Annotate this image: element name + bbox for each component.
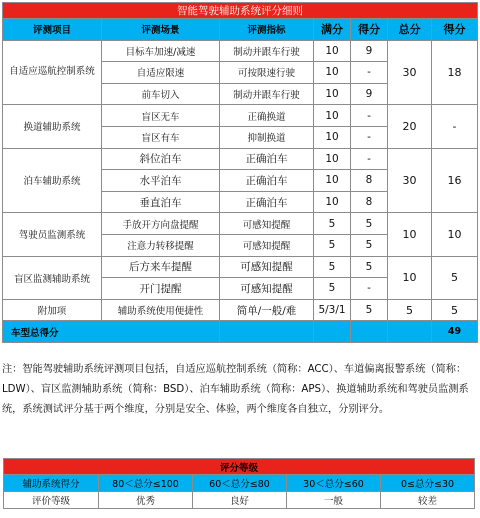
full-cell: 10 [314, 191, 351, 213]
score-cell: - [351, 105, 388, 127]
group-name: 自适应巡航控制系统 [3, 40, 102, 105]
full-cell: 5/3/1 [314, 299, 351, 321]
score-cell: 9 [351, 83, 388, 105]
full-cell: 5 [314, 234, 351, 256]
grade-level: 良好 [193, 492, 287, 509]
table-row [3, 299, 478, 321]
metric-cell: 正确换道 [220, 105, 314, 127]
metric-cell: 正确泊车 [220, 148, 314, 170]
score-cell: 9 [351, 40, 388, 62]
total-value: 49 [432, 321, 478, 343]
metric-cell: 制动并跟车行驶 [220, 83, 314, 105]
group-got: 10 [432, 213, 478, 256]
group-got: 5 [432, 299, 478, 321]
grade-level: 较差 [381, 492, 475, 509]
table-row [3, 213, 478, 235]
scene-cell: 开门提醒 [102, 278, 220, 300]
scene-cell: 水平泊车 [102, 170, 220, 192]
grade-range: 60＜总分≤80 [193, 475, 287, 492]
scene-cell: 垂直泊车 [102, 191, 220, 213]
group-got: 5 [432, 256, 478, 299]
scene-cell: 斜位泊车 [102, 148, 220, 170]
full-cell: 5 [314, 256, 351, 278]
scene-cell: 盲区有车 [102, 126, 220, 148]
group-got: 16 [432, 148, 478, 213]
grade-level: 优秀 [99, 492, 193, 509]
total-label: 车型总得分 [3, 321, 220, 343]
scene-cell: 后方来车提醒 [102, 256, 220, 278]
score-cell: 8 [351, 170, 388, 192]
scene-cell: 盲区无车 [102, 105, 220, 127]
group-name: 换道辅助系统 [3, 105, 102, 148]
group-total: 30 [388, 148, 432, 213]
total-spacer [220, 321, 314, 343]
scene-cell: 前车切入 [102, 83, 220, 105]
grade-level: 一般 [287, 492, 381, 509]
score-cell: - [351, 62, 388, 84]
full-cell: 10 [314, 170, 351, 192]
grade-range: 30＜总分≤60 [287, 475, 381, 492]
total-spacer [351, 321, 388, 343]
group-got: 18 [432, 40, 478, 105]
group-total: 30 [388, 40, 432, 105]
header-full: 满分 [314, 19, 351, 41]
score-cell: - [351, 148, 388, 170]
full-cell: 5 [314, 213, 351, 235]
grade-range: 0≤总分≤30 [381, 475, 475, 492]
full-cell: 10 [314, 40, 351, 62]
group-name: 泊车辅助系统 [3, 148, 102, 213]
scene-cell: 目标车加速/减速 [102, 40, 220, 62]
total-spacer [314, 321, 351, 343]
group-name: 附加项 [3, 299, 102, 321]
group-total: 5 [388, 299, 432, 321]
header-metric: 评测指标 [220, 19, 314, 41]
metric-cell: 简单/一般/难 [220, 299, 314, 321]
total-row [3, 321, 478, 343]
grade-level-row [4, 492, 475, 509]
header-project: 评测项目 [3, 19, 102, 41]
group-name: 驾驶员监测系统 [3, 213, 102, 256]
scene-cell: 注意力转移提醒 [102, 234, 220, 256]
header-scene: 评测场景 [102, 19, 220, 41]
header-got: 得分 [432, 19, 478, 41]
scoring-table [2, 2, 478, 343]
grade-range-row [4, 475, 475, 492]
group-name: 盲区监测辅助系统 [3, 256, 102, 299]
metric-cell: 可感知提醒 [220, 278, 314, 300]
scene-cell: 手放开方向盘提醒 [102, 213, 220, 235]
group-total: 10 [388, 256, 432, 299]
score-cell: - [351, 126, 388, 148]
header-score: 得分 [351, 19, 388, 41]
full-cell: 5 [314, 278, 351, 300]
full-cell: 10 [314, 126, 351, 148]
group-got: - [432, 105, 478, 148]
metric-cell: 可按限速行驶 [220, 62, 314, 84]
group-total: 20 [388, 105, 432, 148]
footnote-text: 注：智能驾驶辅助系统评测项目包括，自适应巡航控制系统（简称：ACC）、车道偏离报警系统（简称：LDW）、盲区监测辅助系统（简称：BSD）、泊车辅助系统（简称：APS）、换道辅助系统和驾驶员监测系统，系统测试评分基于两个维度，分别是安全、体验，两个维度各自独立，分别评分。 [2, 364, 469, 415]
grade-table [3, 458, 475, 509]
full-cell: 10 [314, 105, 351, 127]
full-cell: 10 [314, 148, 351, 170]
table-row [3, 148, 478, 170]
grade-title: 评分等级 [4, 459, 475, 475]
table-row [3, 40, 478, 62]
header-total: 总分 [388, 19, 432, 41]
scene-cell: 辅助系统使用便捷性 [102, 299, 220, 321]
table-row [3, 256, 478, 278]
table-title: 智能驾驶辅助系统评分细则 [3, 3, 478, 19]
score-cell: 5 [351, 213, 388, 235]
metric-cell: 正确泊车 [220, 191, 314, 213]
table-row [3, 105, 478, 127]
full-cell: 10 [314, 62, 351, 84]
grade-range: 80＜总分≤100 [99, 475, 193, 492]
grade-level-label: 评价等级 [4, 492, 99, 509]
metric-cell: 可感知提醒 [220, 256, 314, 278]
score-cell: 5 [351, 256, 388, 278]
metric-cell: 可感知提醒 [220, 213, 314, 235]
metric-cell: 抑制换道 [220, 126, 314, 148]
group-total: 10 [388, 213, 432, 256]
metric-cell: 制动并跟车行驶 [220, 40, 314, 62]
scene-cell: 自适应限速 [102, 62, 220, 84]
grade-score-label: 辅助系统得分 [4, 475, 99, 492]
score-cell: - [351, 278, 388, 300]
score-cell: 5 [351, 234, 388, 256]
full-cell: 10 [314, 83, 351, 105]
score-cell: 5 [351, 299, 388, 321]
metric-cell: 正确泊车 [220, 170, 314, 192]
score-cell: 8 [351, 191, 388, 213]
total-spacer [388, 321, 432, 343]
metric-cell: 可感知提醒 [220, 234, 314, 256]
